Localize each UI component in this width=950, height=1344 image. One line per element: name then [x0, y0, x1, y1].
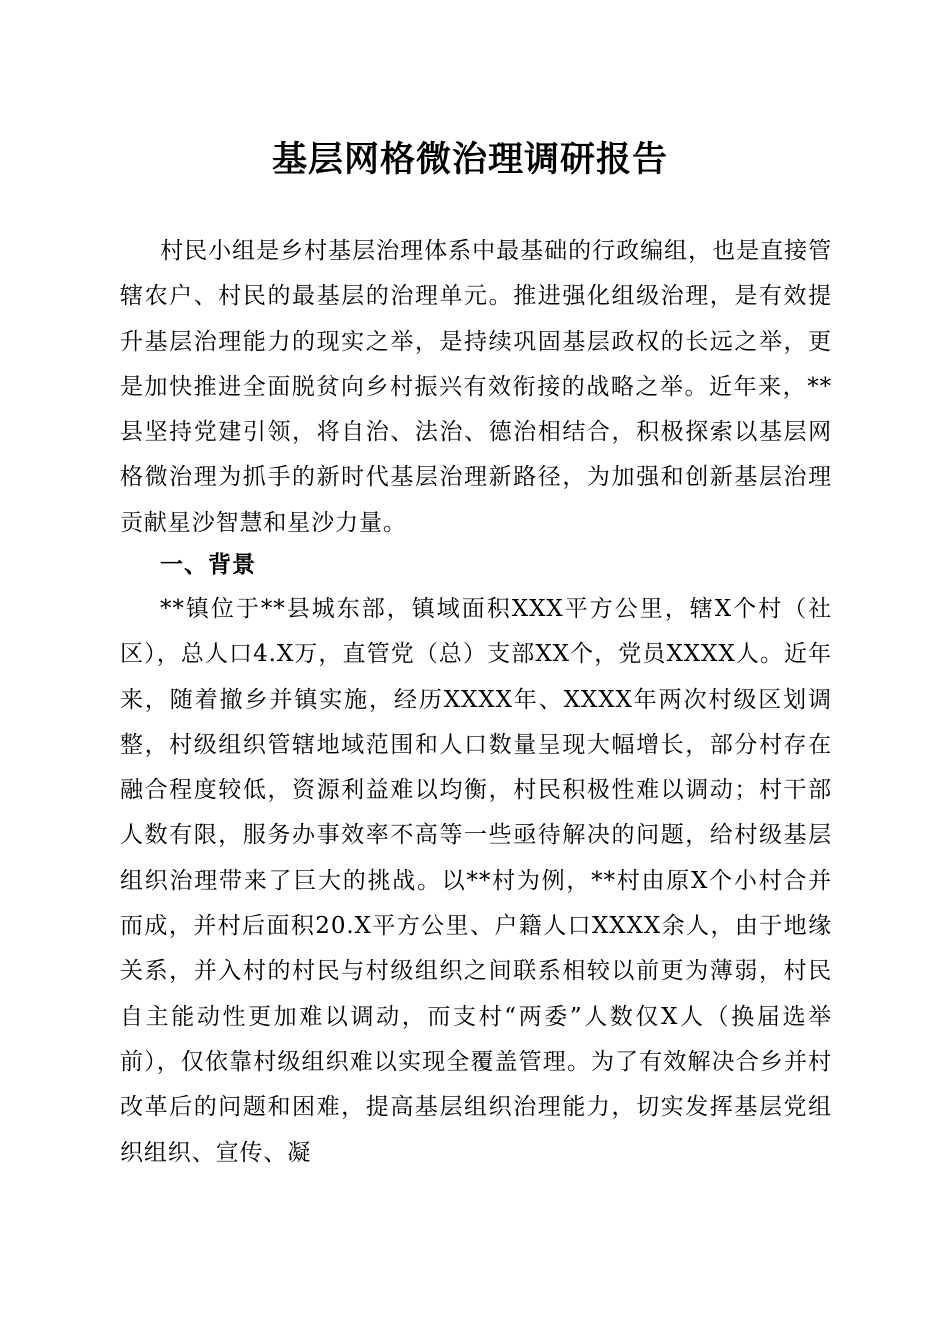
intro-paragraph	[120, 229, 832, 546]
document-title: 基层网格微治理调研报告	[271, 139, 668, 180]
intro-paragraph-text: 村民小组是乡村基层治理体系中最基础的行政编组，也是直接管辖农户、村民的最基层的治理单元。推进强化组级治理，是有效提升基层治理能力的现实之举，是持续巩固基层政权的长远之举，更是加快推进全面脱贫向乡村振兴有效衔接的战略之举。近年来，**县坚持党建引领，将自治、法治、德治相结合，积极探索以基层网格微治理为抓手的新时代基层治理新路径，为加强和创新基层治理贡献星沙智慧和星沙力量。	[120, 238, 832, 536]
background-paragraph	[120, 587, 832, 1176]
section-heading-background: 一、背景	[160, 552, 256, 578]
background-paragraph-text: **镇位于**县城东部，镇域面积XXX平方公里，辖X个村（社区），总人口4.X万，直管党（总）支部XX个，党员XXXX人。近年来，随着撤乡并镇实施，经历XXXX年、XXXX年两次村级区划调整，村级组织管辖地域范围和人口数量呈现大幅增长，部分村存在融合程度较低，资源利益难以均衡，村民积极性难以调动；村干部人数有限，服务办事效率不高等一些亟待解决的问题，给村级基层组织治理带来了巨大的挑战。以**村为例，**村由原X个小村合并而成，并村后面积20.X平方公里、户籍人口XXXX余人，由于地缘关系，并入村的村民与村级组织之间联系相较以前更为薄弱，村民自主能动性更加难以调动，而支村“两委”人数仅X人（换届选举前），仅依靠村级组织难以实现全覆盖管理。为了有效解决合乡并村改革后的问题和困难，提高基层组织治理能力，切实发挥基层党组织组织、宣传、凝	[120, 596, 832, 1166]
